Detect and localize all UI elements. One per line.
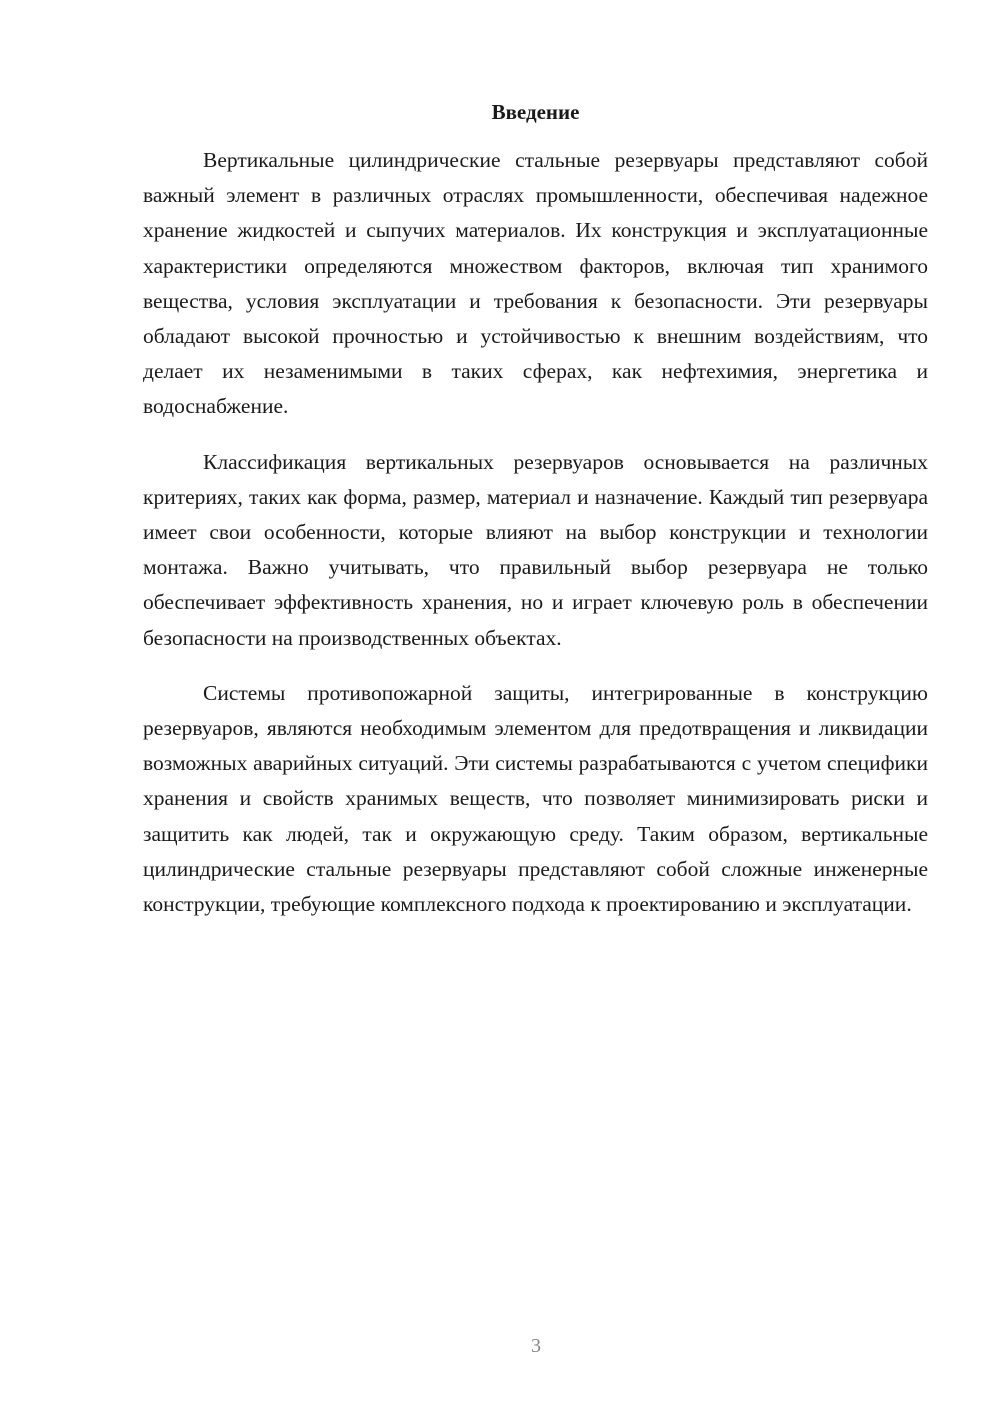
paragraph-2: Классификация вертикальных резервуаров основывается на различных критериях, таких как форма, размер, материал и назначение. Каждый тип резервуара имеет свои особенности, которые влияют на выбор конструкции и технологии монтажа. Важно учитывать, что правильный выбор резервуара не только обеспечивает эффективность хранения, но и играет ключевую роль в обеспечении безопасности на производственных объектах.	[143, 449, 928, 650]
page-number: 3	[531, 1335, 541, 1357]
paragraph-1: Вертикальные цилиндрические стальные резервуары представляют собой важный элемент в различных отраслях промышленности, обеспечивая надежное хранение жидкостей и сыпучих материалов. Их конструкция и эксплуатационные характеристики определяются множеством факторов, включая тип хранимого вещества, условия эксплуатации и требования к безопасности. Эти резервуары обладают высокой прочностью и устойчивостью к внешним воздействиям, что делает их незаменимыми в таких сферах, как нефтехимия, энергетика и водоснабжение.	[143, 148, 928, 419]
paragraph-3: Системы противопожарной защиты, интегрированные в конструкцию резервуаров, являются необходимым элементом для предотвращения и ликвидации возможных аварийных ситуаций. Эти системы разрабатываются с учетом специфики хранения и свойств хранимых веществ, что позволяет минимизировать риски и защитить как людей, так и окружающую среду. Таким образом, вертикальные цилиндрические стальные резервуары представляют собой сложные инженерные конструкции, требующие комплексного подхода к проектированию и эксплуатации.	[143, 680, 928, 917]
section-heading: Введение	[491, 100, 580, 124]
body-text	[143, 143, 928, 942]
